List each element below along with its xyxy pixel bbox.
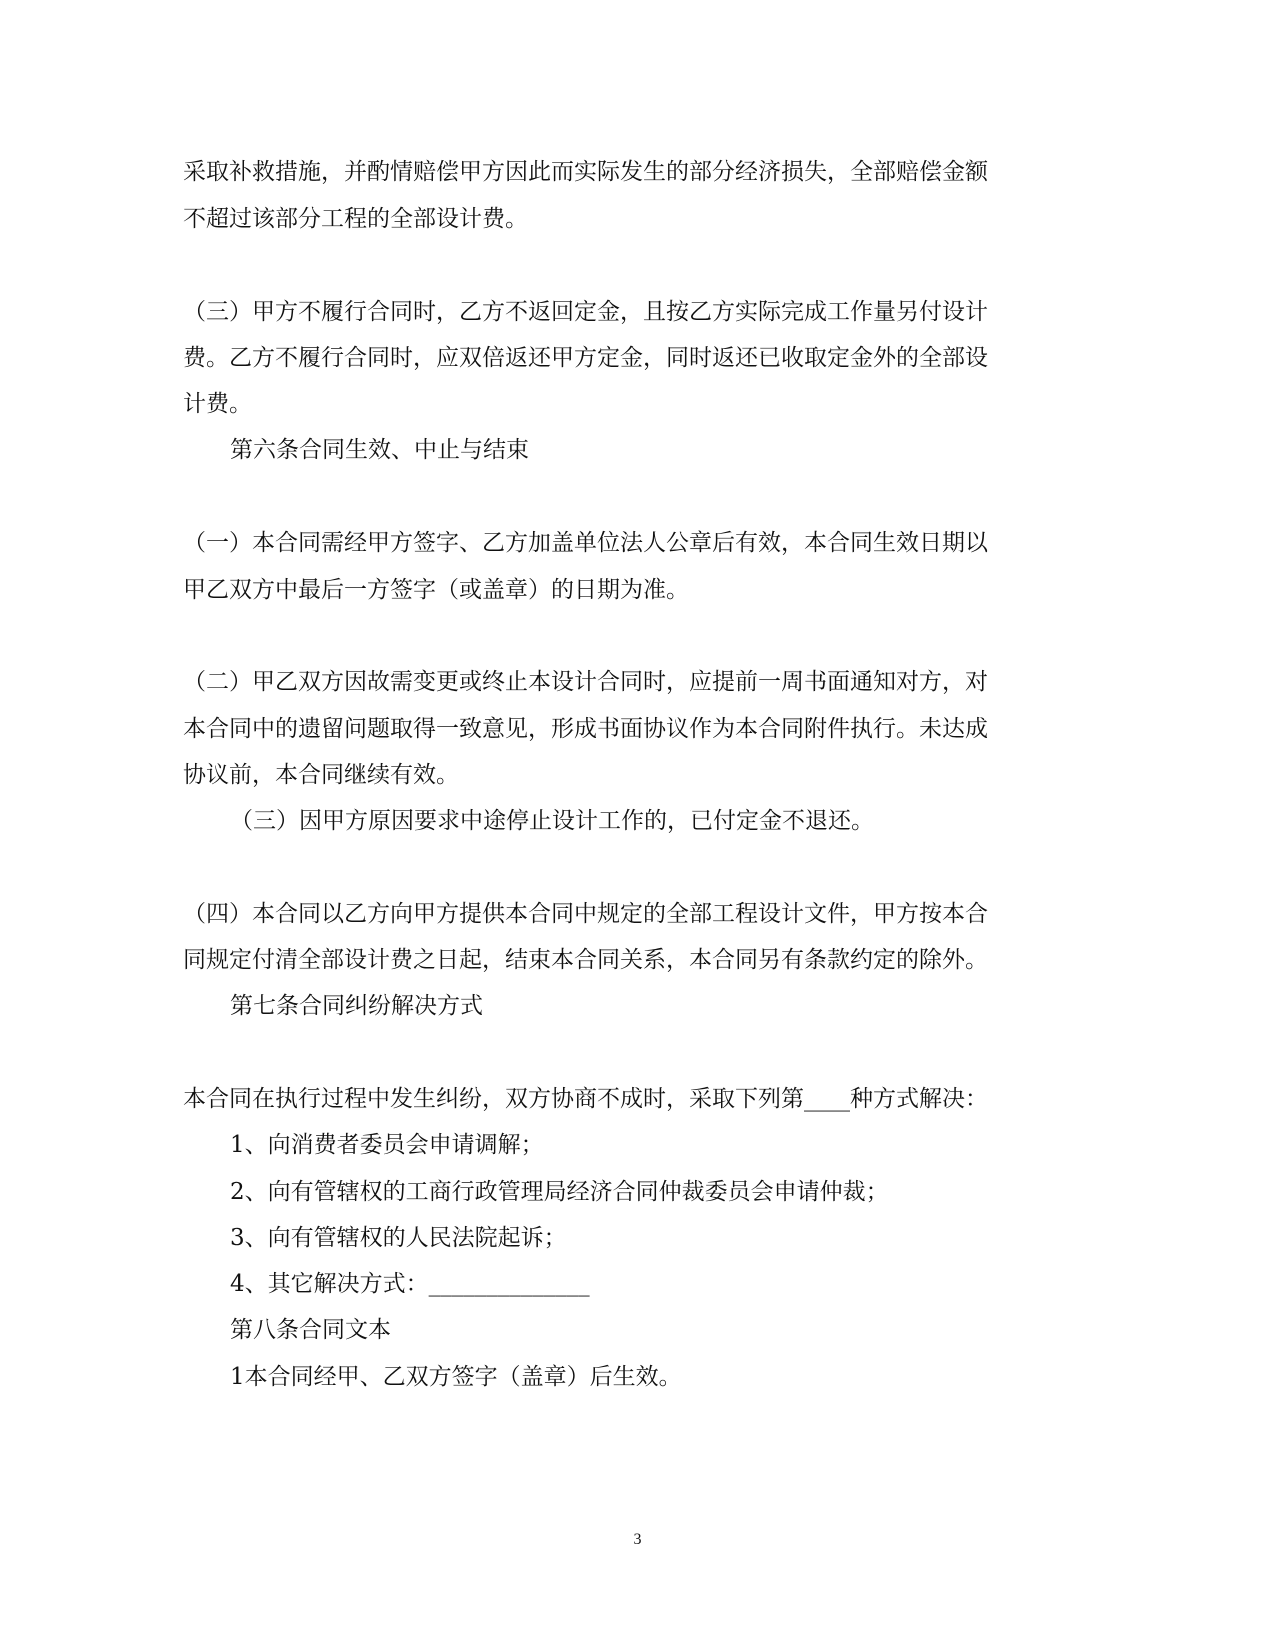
text-line: 计费。 <box>183 391 252 417</box>
list-item: 4、其它解决方式：______________ <box>230 1271 590 1297</box>
text-line: （一）本合同需经甲方签字、乙方加盖单位法人公章后有效，本合同生效日期以 <box>183 530 988 556</box>
text-line: 采取补救措施，并酌情赔偿甲方因此而实际发生的部分经济损失，全部赔偿金额 <box>183 159 988 185</box>
section-heading: 第七条合同纠纷解决方式 <box>230 993 483 1019</box>
text-line: （三）因甲方原因要求中途停止设计工作的，已付定金不退还。 <box>230 808 874 834</box>
text-line: 本合同中的遗留问题取得一致意见，形成书面协议作为本合同附件执行。未达成 <box>183 716 988 742</box>
text-line: 费。乙方不履行合同时，应双倍返还甲方定金，同时返还已收取定金外的全部设 <box>183 345 988 371</box>
text-line: 1本合同经甲、乙双方签字（盖章）后生效。 <box>230 1364 682 1390</box>
list-item: 3、向有管辖权的人民法院起诉； <box>230 1225 567 1251</box>
text-line: （二）甲乙双方因故需变更或终止本设计合同时，应提前一周书面通知对方，对 <box>183 669 988 695</box>
text-line: 同规定付清全部设计费之日起，结束本合同关系，本合同另有条款约定的除外。 <box>183 947 988 973</box>
text-line: 本合同在执行过程中发生纠纷，双方协商不成时，采取下列第____种方式解决： <box>183 1086 988 1112</box>
text-line: 甲乙双方中最后一方签字（或盖章）的日期为准。 <box>183 577 689 603</box>
text-line: （三）甲方不履行合同时，乙方不返回定金，且按乙方实际完成工作量另付设计 <box>183 299 988 325</box>
list-item: 2、向有管辖权的工商行政管理局经济合同仲裁委员会申请仲裁； <box>230 1179 889 1205</box>
section-heading: 第六条合同生效、中止与结束 <box>230 437 529 463</box>
text-line: （四）本合同以乙方向甲方提供本合同中规定的全部工程设计文件，甲方按本合 <box>183 901 988 927</box>
list-item: 1、向消费者委员会申请调解； <box>230 1132 544 1158</box>
text-line: 协议前，本合同继续有效。 <box>183 762 459 788</box>
text-line: 不超过该部分工程的全部设计费。 <box>183 206 528 232</box>
section-heading: 第八条合同文本 <box>230 1317 391 1343</box>
page-number: 3 <box>633 1531 642 1548</box>
